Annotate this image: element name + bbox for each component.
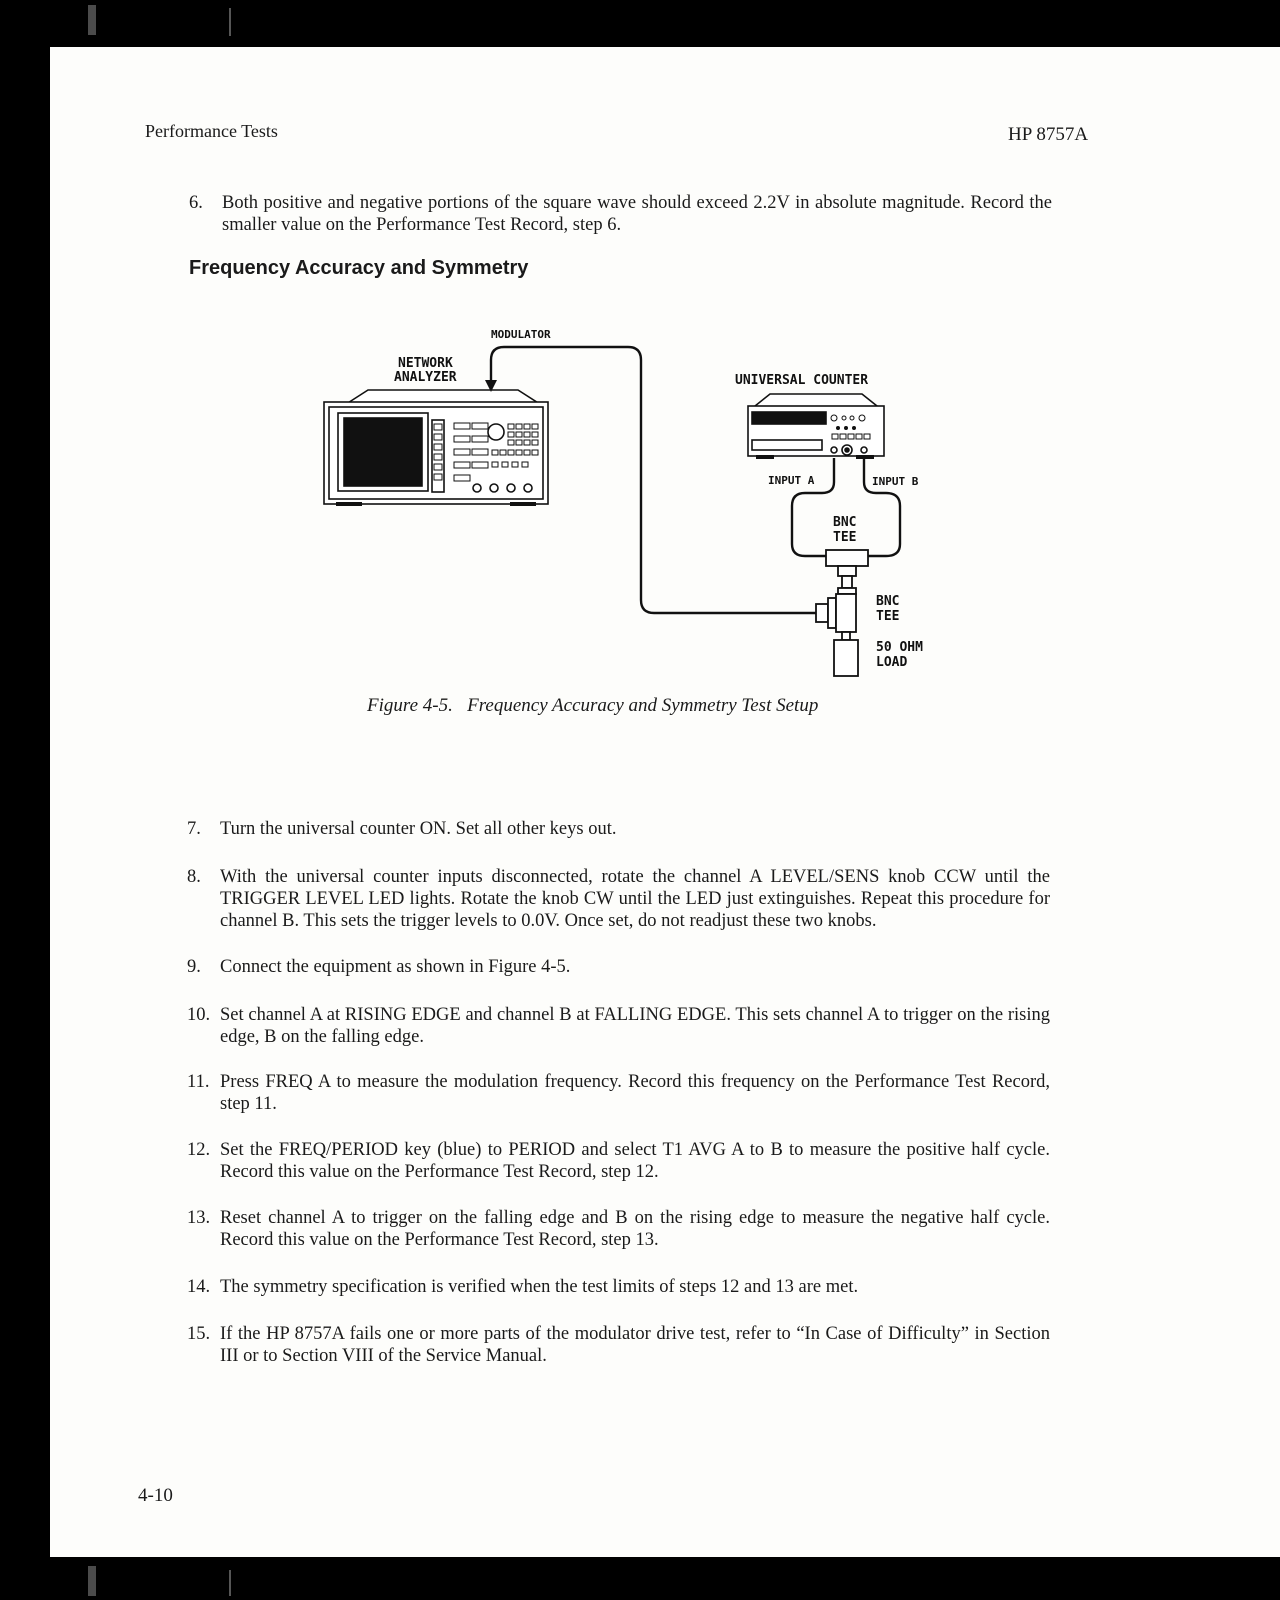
step-number: 12. xyxy=(187,1140,211,1160)
running-header-section: Performance Tests xyxy=(145,121,278,141)
step-number: 13. xyxy=(187,1208,211,1228)
step-text: The symmetry specification is verified when the test limits of steps 12 and 13 are met. xyxy=(220,1277,859,1297)
input-b-label: INPUT B xyxy=(872,475,919,488)
step-number: 15. xyxy=(187,1324,211,1344)
figure-label: Figure 4-5. xyxy=(367,695,453,716)
network-analyzer-instrument xyxy=(324,390,548,504)
figure-caption xyxy=(367,695,818,717)
bnc-tee-lower-label-1: BNC xyxy=(876,594,900,609)
step-number: 14. xyxy=(187,1277,211,1297)
step-text: Turn the universal counter ON. Set all other keys out. xyxy=(220,819,617,839)
network-analyzer-label-1: NETWORK xyxy=(398,356,453,371)
scan-mark xyxy=(88,1566,96,1596)
step-text: With the universal counter inputs disconnected, rotate the channel A LEVEL/SENS knob CCW until the TRIGGER LEVEL LED lights. Rotate the knob CW until the LED just extinguishes. Repeat this procedure for channel B. This sets the trigger levels to 0.0V. Once set, do not readjust these two knobs. xyxy=(220,867,1050,931)
section-title: Frequency Accuracy and Symmetry xyxy=(189,257,529,279)
figure-title: Frequency Accuracy and Symmetry Test Setup xyxy=(467,695,819,716)
step-text: Both positive and negative portions of the square wave should exceed 2.2V in absolute magnitude. Record the smaller value on the Performance Test Record, step 6. xyxy=(222,193,1052,235)
scan-mark xyxy=(229,1570,231,1596)
bnc-tee-upper-label-1: BNC xyxy=(833,515,857,530)
modulator-label: MODULATOR xyxy=(491,328,551,341)
load-label-1: 50 OHM xyxy=(876,640,923,655)
step-text: Reset channel A to trigger on the falling edge and B on the rising edge to measure the negative half cycle. Record this value on the Performance Test Record, step 13. xyxy=(220,1208,1050,1250)
bnc-tee-lower-label-2: TEE xyxy=(876,609,900,624)
test-setup-diagram xyxy=(0,0,1280,700)
load-label-2: LOAD xyxy=(876,655,908,670)
running-header-model: HP 8757A xyxy=(1008,124,1089,145)
page-number: 4-10 xyxy=(138,1485,173,1506)
step-number: 11. xyxy=(187,1072,210,1092)
step-text: Set channel A at RISING EDGE and channel B at FALLING EDGE. This sets channel A to trigger on the rising edge, B on the falling edge. xyxy=(220,1005,1050,1047)
network-analyzer-label-2: ANALYZER xyxy=(394,370,457,385)
step-text: Connect the equipment as shown in Figure 4-5. xyxy=(220,957,571,977)
universal-counter-label: UNIVERSAL COUNTER xyxy=(735,373,869,388)
step-number: 8. xyxy=(187,867,201,887)
step-number: 7. xyxy=(187,819,201,839)
50-ohm-load xyxy=(834,640,858,676)
step-number: 9. xyxy=(187,957,201,977)
step-text: Press FREQ A to measure the modulation frequency. Record this frequency on the Performance Test Record, step 11. xyxy=(220,1072,1050,1114)
bnc-tee-upper xyxy=(826,550,868,594)
step-text: If the HP 8757A fails one or more parts of the modulator drive test, refer to “In Case of Difficulty” in Section III or to Section VIII of the Service Manual. xyxy=(220,1324,1050,1366)
step-text: Set the FREQ/PERIOD key (blue) to PERIOD and select T1 AVG A to B to measure the positive half cycle. Record this value on the Performance Test Record, step 12. xyxy=(220,1140,1050,1182)
step-number: 10. xyxy=(187,1005,211,1025)
input-a-label: INPUT A xyxy=(768,474,815,487)
universal-counter-instrument xyxy=(748,394,884,457)
bnc-tee-lower xyxy=(816,594,856,640)
bnc-tee-upper-label-2: TEE xyxy=(833,530,857,545)
step-number: 6. xyxy=(189,193,203,213)
